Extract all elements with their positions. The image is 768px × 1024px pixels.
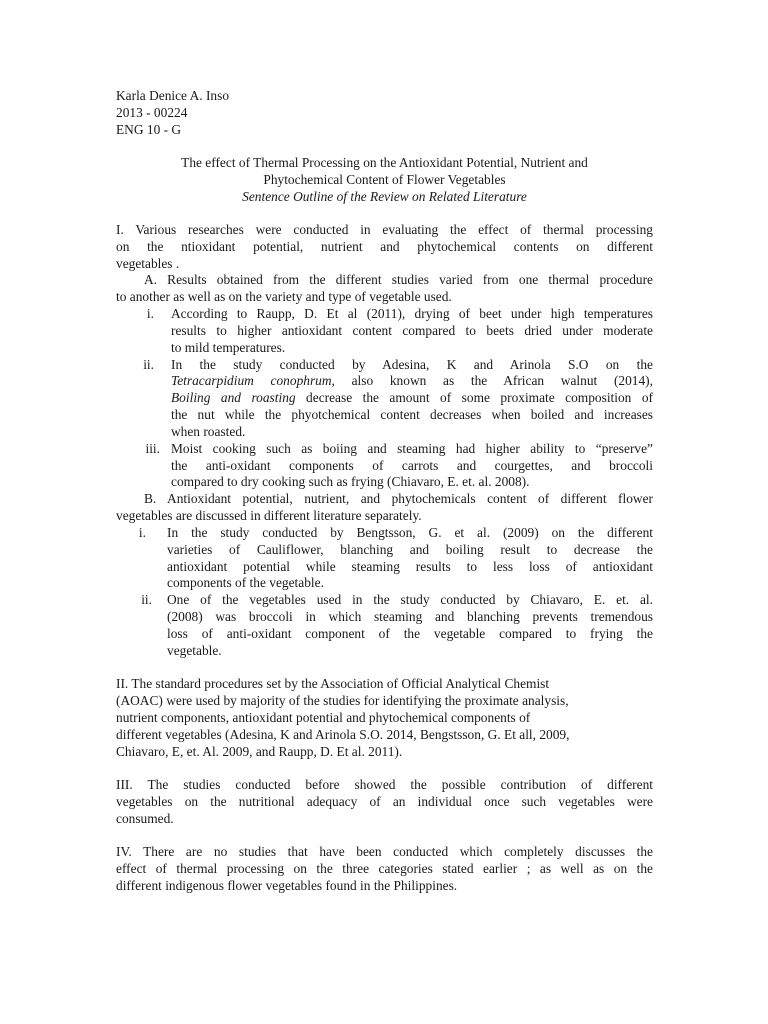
section-1-line: vegetables .	[116, 256, 180, 271]
item-numeral: ii.	[143, 357, 154, 372]
item-line: Moist cooking such as boiing and steaming had higher ability to “preserve”	[171, 441, 653, 456]
item-text: decrease the amount of some proximate composition of	[295, 390, 653, 405]
item-line: One of the vegetables used in the study conducted by Chiavaro, E. et. al.	[167, 592, 653, 607]
item-text: also known as the African walnut (2014),	[334, 373, 653, 388]
section-1-line: on the ntioxidant potential, nutrient and phytochemical contents on different	[116, 239, 653, 254]
item-line: the nut while the phyotchemical content decreases when boiled and increases	[171, 407, 653, 422]
item-line: antioxidant potential while steaming results to less loss of antioxidant	[167, 559, 653, 574]
item-line: to mild temperatures.	[171, 340, 286, 355]
section-3-line: consumed.	[116, 811, 174, 826]
item-numeral: ii.	[141, 592, 152, 607]
item-line	[171, 390, 653, 407]
item-line	[171, 373, 653, 390]
item-numeral: i.	[146, 306, 154, 321]
course-section: ENG 10 - G	[116, 122, 182, 137]
item-line: (2008) was broccoli in which steaming and blanching prevents tremendous	[167, 609, 653, 624]
species-name: Tetracarpidium conophrum,	[171, 373, 335, 388]
section-1b-line: vegetables are discussed in different literature separately.	[116, 508, 422, 523]
item-line: vegetable.	[167, 643, 222, 658]
item-line: the anti-oxidant components of carrots and courgettes, and broccoli	[171, 458, 653, 473]
item-line: when roasted.	[171, 424, 246, 439]
section-1a-line: to another as well as on the variety and type of vegetable used.	[116, 289, 452, 304]
section-4-line: different indigenous flower vegetables found in the Philippines.	[116, 878, 458, 893]
section-3-line: vegetables on the nutritional adequacy of an individual once such vegetables were	[116, 794, 653, 809]
section-2-line: (AOAC) were used by majority of the studies for identifying the proximate analysis,	[116, 693, 569, 708]
section-2-line: II. The standard procedures set by the Association of Official Analytical Chemist	[116, 676, 550, 691]
author-name: Karla Denice A. Inso	[116, 88, 230, 103]
section-1a-line: A. Results obtained from the different studies varied from one thermal procedure	[144, 272, 653, 287]
section-2-line: different vegetables (Adesina, K and Arinola S.O. 2014, Bengstsson, G. Et all, 2009,	[116, 727, 570, 742]
item-numeral: i.	[138, 525, 146, 540]
section-4-line: IV. There are no studies that have been conducted which completely discusses the	[116, 844, 653, 859]
section-1b-line: B. Antioxidant potential, nutrient, and phytochemicals content of different flower	[144, 491, 653, 506]
section-2-line: nutrient components, antioxidant potential and phytochemical components of	[116, 710, 531, 725]
section-3-line: III. The studies conducted before showed the possible contribution of different	[116, 777, 653, 792]
item-line: In the study conducted by Adesina, K and Arinola S.O on the	[171, 357, 653, 372]
item-line: According to Raupp, D. Et al (2011), drying of beet under high temperatures	[171, 306, 653, 321]
title-line-1: The effect of Thermal Processing on the Antioxidant Potential, Nutrient and	[181, 155, 588, 170]
section-1-line: I. Various researches were conducted in evaluating the effect of thermal processing	[116, 222, 653, 237]
subtitle: Sentence Outline of the Review on Related Literature	[242, 189, 527, 204]
section-4-line: effect of thermal processing on the three categories stated earlier ; as well as on the	[116, 861, 653, 876]
item-line: components of the vegetable.	[167, 575, 324, 590]
student-number: 2013 - 00224	[116, 105, 188, 120]
item-line: In the study conducted by Bengtsson, G. et al. (2009) on the different	[167, 525, 653, 540]
item-line: compared to dry cooking such as frying (Chiavaro, E. et. al. 2008).	[171, 474, 530, 489]
method-name: Boiling and roasting	[171, 390, 296, 405]
title-line-2: Phytochemical Content of Flower Vegetables	[263, 172, 506, 187]
item-line: loss of anti-oxidant component of the vegetable compared to frying the	[167, 626, 653, 641]
item-numeral: iii.	[145, 441, 160, 456]
section-2-line: Chiavaro, E, et. Al. 2009, and Raupp, D. Et al. 2011).	[116, 744, 403, 759]
item-line: varieties of Cauliflower, blanching and boiling result to decrease the	[167, 542, 653, 557]
item-line: results to higher antioxidant content compared to beets dried under moderate	[171, 323, 653, 338]
